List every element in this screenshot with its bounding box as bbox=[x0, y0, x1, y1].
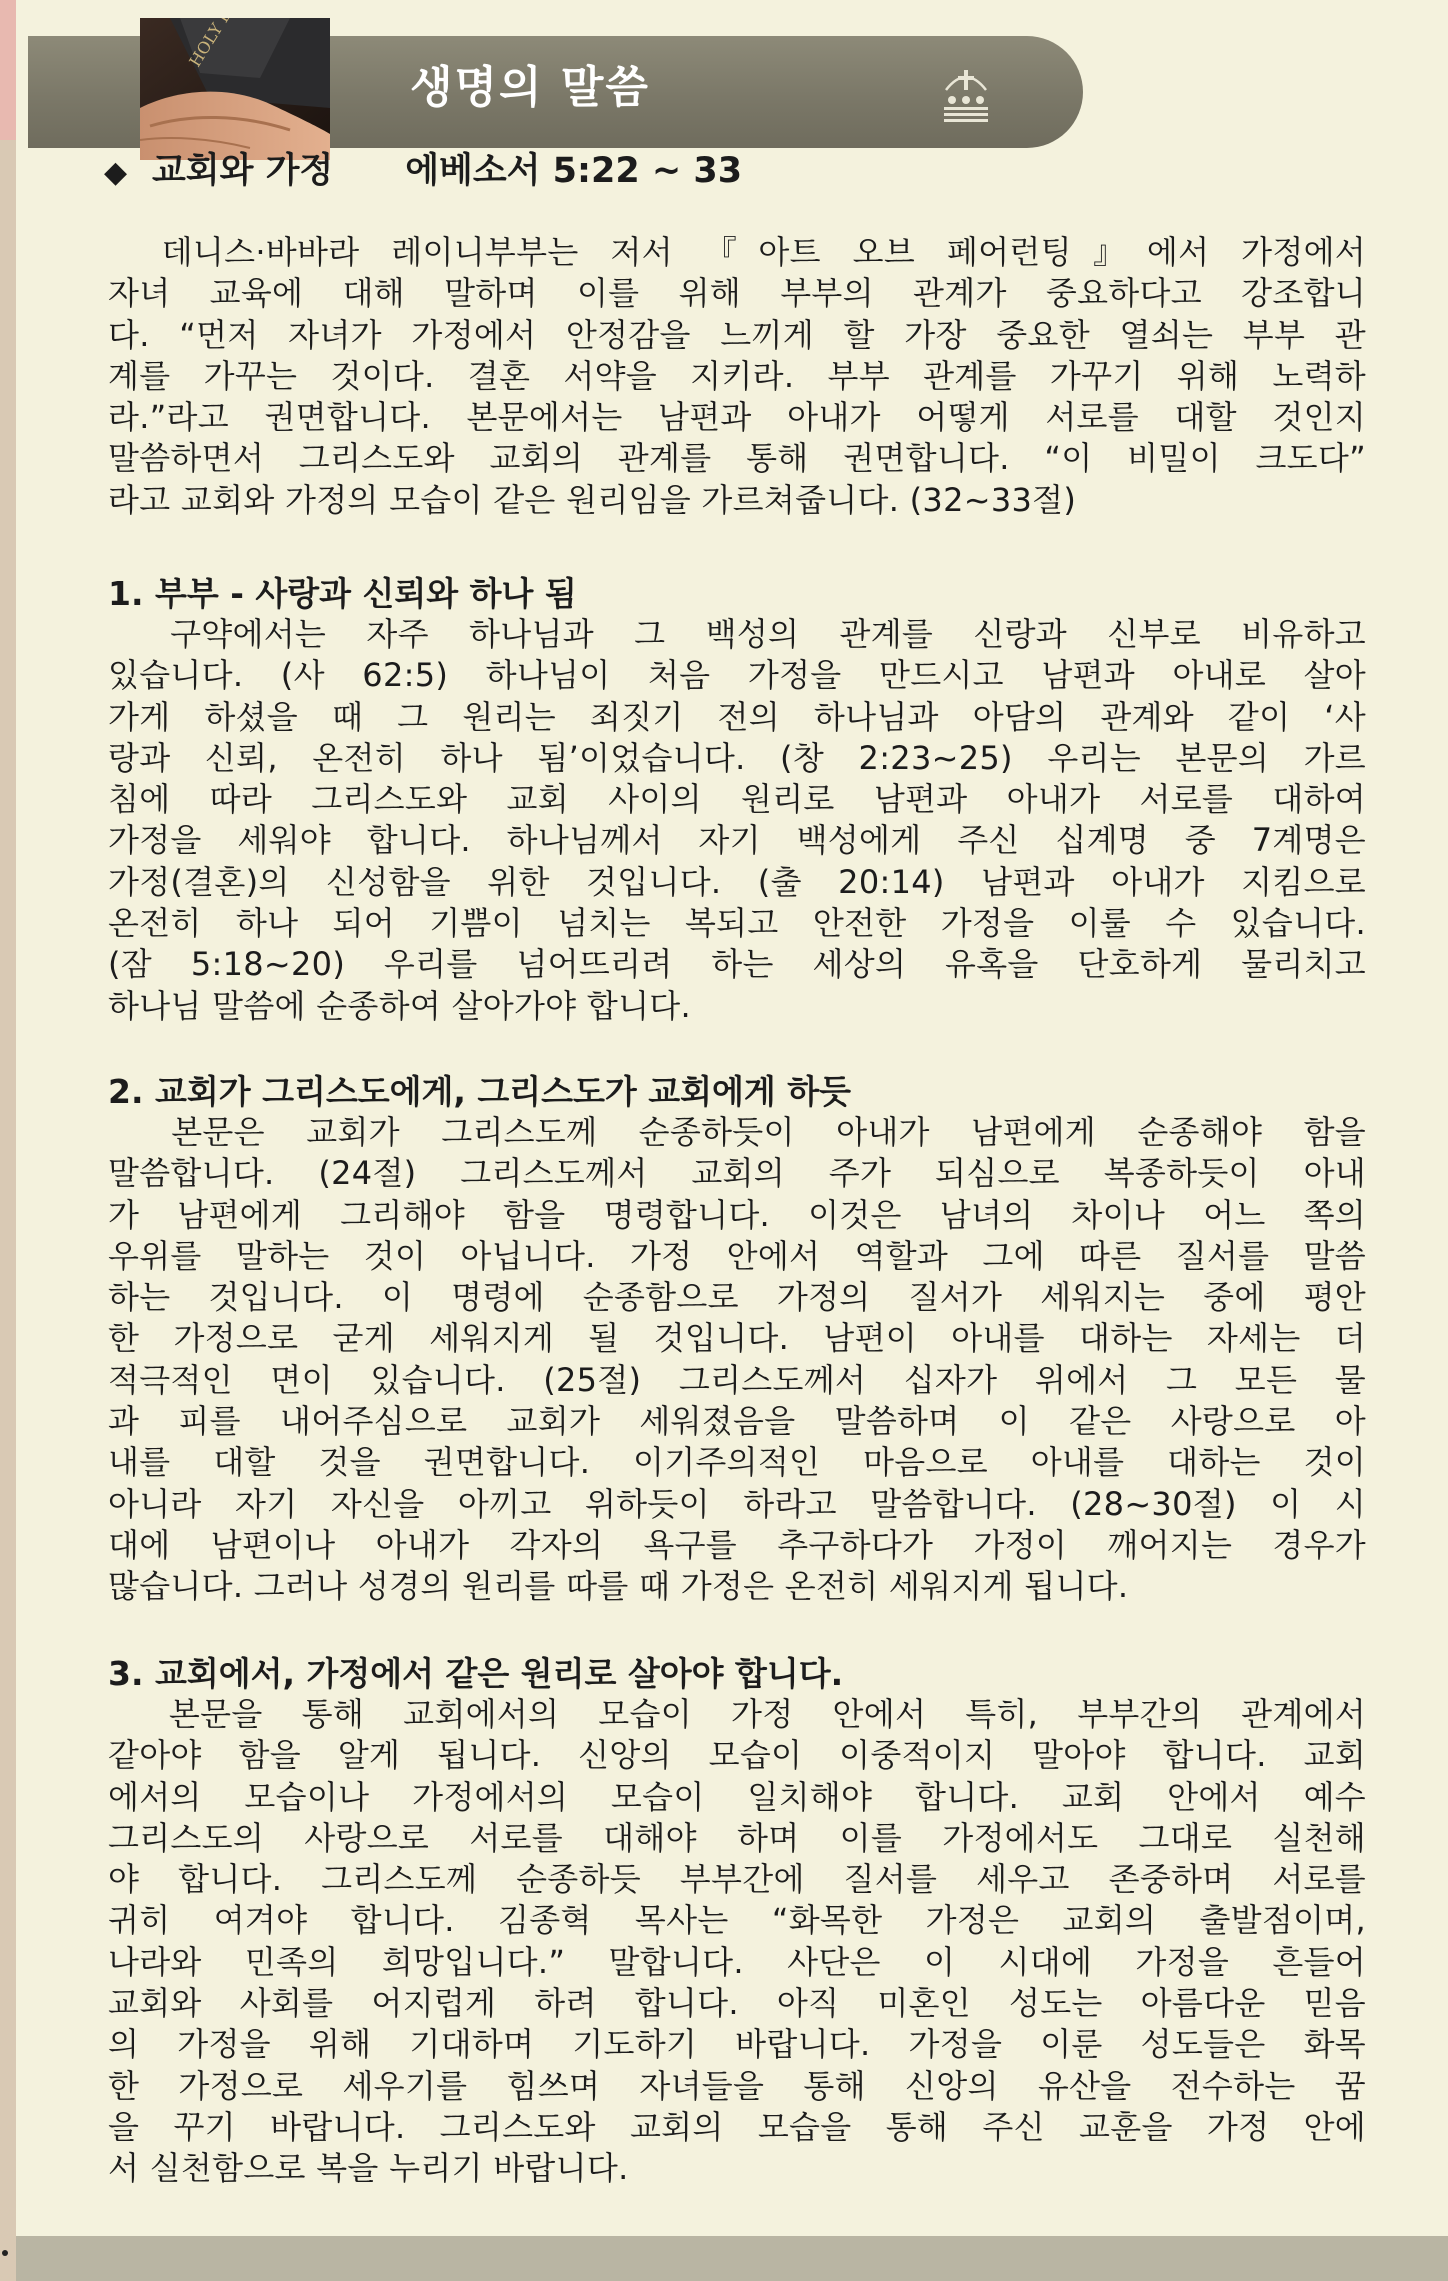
text-line: 을 꾸기 바랍니다. 그리스도와 교회의 모습을 통해 주신 교훈을 가정 안에 bbox=[108, 2107, 1366, 2146]
text-line: 침에 따라 그리스도와 교회 사이의 원리로 남편과 아내가 서로를 대하여 bbox=[108, 780, 1366, 819]
text-line: 과 피를 내어주심으로 교회가 세워졌음을 말씀하며 이 같은 사랑으로 아 bbox=[108, 1402, 1366, 1441]
section-title: 생명의 말씀 bbox=[410, 62, 650, 113]
text-line: 말씀합니다. (24절) 그리스도께서 교회의 주가 되심으로 복종하듯이 아내 bbox=[108, 1154, 1366, 1193]
text-line: 가게 하셨을 때 그 원리는 죄짓기 전의 하나님과 아담의 관계와 같이 ‘사 bbox=[108, 697, 1366, 736]
text-line: 교회와 사회를 어지럽게 하려 합니다. 아직 미혼인 성도는 아름다운 믿음 bbox=[108, 1984, 1366, 2023]
text-line: 하나님 말씀에 순종하여 살아가야 합니다. bbox=[108, 986, 691, 1025]
text-line: 대에 남편이나 아내가 각자의 욕구를 추구하다가 가정이 깨어지는 경우가 bbox=[108, 1525, 1366, 1564]
section-2-heading: 2. 교회가 그리스도에게, 그리스도가 교회에게 하듯 bbox=[108, 1072, 852, 1111]
text-line: 우위를 말하는 것이 아닙니다. 가정 안에서 역할과 그에 따른 질서를 말씀 bbox=[108, 1236, 1366, 1275]
text-line: 같아야 함을 알게 됩니다. 신앙의 모습이 이중적이지 말아야 합니다. 교회 bbox=[108, 1736, 1366, 1775]
text-line: 서 실천함으로 복을 누리기 바랍니다. bbox=[108, 2149, 629, 2188]
text-line: 에서의 모습이나 가정에서의 모습이 일치해야 합니다. 교회 안에서 예수 bbox=[108, 1777, 1366, 1816]
text-line: 적극적인 면이 있습니다. (25절) 그리스도께서 십자가 위에서 그 모든 물 bbox=[108, 1360, 1366, 1399]
text-line: 랑과 신뢰, 온전히 하나 됨’이었습니다. (창 2:23~25) 우리는 본문의 가르 bbox=[108, 738, 1366, 777]
text-line: 본문을 통해 교회에서의 모습이 가정 안에서 특히, 부부간의 관계에서 bbox=[108, 1695, 1366, 1733]
section-3-heading: 3. 교회에서, 가정에서 같은 원리로 살아야 합니다. bbox=[108, 1654, 844, 1693]
text-line: 가정을 세워야 합니다. 하나님께서 자기 백성에게 주신 십계명 중 7계명은 bbox=[108, 821, 1366, 860]
section-1-paragraph bbox=[108, 614, 1366, 1027]
text-line: 가정(결혼)의 신성함을 위한 것입니다. (출 20:14) 남편과 아내가 지킴으로 bbox=[108, 862, 1366, 901]
text-line: 말씀하면서 그리스도와 교회의 관계를 통해 권면합니다. “이 비밀이 크도다” bbox=[108, 439, 1366, 478]
text-line: 있습니다. (사 62:5) 하나님이 처음 가정을 만드시고 남편과 아내로 살아 bbox=[108, 656, 1366, 695]
text-line: 온전히 하나 되어 기쁨이 넘치는 복되고 안전한 가정을 이룰 수 있습니다. bbox=[108, 904, 1366, 943]
intro-paragraph bbox=[108, 232, 1366, 521]
passage-subtitle bbox=[104, 146, 742, 196]
text-line: 한 가정으로 굳게 세워지게 될 것입니다. 남편이 아내를 대하는 자세는 더 bbox=[108, 1319, 1366, 1358]
text-line: 하는 것입니다. 이 명령에 순종함으로 가정의 질서가 세워지는 중에 평안 bbox=[108, 1278, 1366, 1317]
text-line: 귀히 여겨야 합니다. 김종혁 목사는 “화목한 가정은 교회의 출발점이며, bbox=[108, 1901, 1366, 1940]
text-line: 야 합니다. 그리스도께 순종하듯 부부간에 질서를 세우고 존중하며 서로를 bbox=[108, 1860, 1366, 1899]
text-line: 아니라 자기 자신을 아끼고 위하듯이 하라고 말씀합니다. (28~30절) 이 시 bbox=[108, 1484, 1366, 1523]
text-line: 한 가정으로 세우기를 힘쓰며 자녀들을 통해 신앙의 유산을 전수하는 꿈 bbox=[108, 2066, 1366, 2105]
passage-reference: 에베소서 5:22 ~ 33 bbox=[405, 151, 743, 191]
page-left-edge-tab bbox=[0, 0, 16, 140]
text-line: 구약에서는 자주 하나님과 그 백성의 관계를 신랑과 신부로 비유하고 bbox=[108, 615, 1366, 653]
church-icon bbox=[938, 60, 994, 124]
text-line: 그리스도의 사랑으로 서로를 대해야 하며 이를 가정에서도 그대로 실천해 bbox=[108, 1818, 1366, 1857]
text-line: 내를 대할 것을 권면합니다. 이기주의적인 마음으로 아내를 대하는 것이 bbox=[108, 1443, 1366, 1482]
footer-dot bbox=[2, 2250, 8, 2256]
text-line: 라.”라고 권면합니다. 본문에서는 남편과 아내가 어떻게 서로를 대할 것인지 bbox=[108, 398, 1366, 437]
footer-bar bbox=[16, 2236, 1448, 2281]
text-line: 자녀 교육에 대해 말하며 이를 위해 부부의 관계가 중요하다고 강조합니 bbox=[108, 274, 1366, 313]
text-line: 데니스·바바라 레이니부부는 저서 『아트 오브 페어런팅』에서 가정에서 bbox=[108, 233, 1366, 271]
text-line: 계를 가꾸는 것이다. 결혼 서약을 지키라. 부부 관계를 가꾸기 위해 노력하 bbox=[108, 356, 1366, 395]
text-line: (잠 5:18~20) 우리를 넘어뜨리려 하는 세상의 유혹을 단호하게 물리치고 bbox=[108, 945, 1366, 984]
diamond-bullet-icon: ◆ bbox=[104, 155, 128, 190]
text-line: 의 가정을 위해 기대하며 기도하기 바랍니다. 가정을 이룬 성도들은 화목 bbox=[108, 2025, 1366, 2064]
bible-in-hand-photo bbox=[140, 18, 330, 160]
section-1-heading: 1. 부부 - 사랑과 신뢰와 하나 됨 bbox=[108, 574, 577, 613]
passage-topic: 교회와 가정 bbox=[152, 151, 334, 191]
text-line: 라고 교회와 가정의 모습이 같은 원리임을 가르쳐줍니다. (32~33절) bbox=[108, 480, 1077, 519]
section-2-paragraph bbox=[108, 1112, 1366, 1608]
text-line: 본문은 교회가 그리스도께 순종하듯이 아내가 남편에게 순종해야 함을 bbox=[108, 1113, 1366, 1151]
text-line: 가 남편에게 그리해야 함을 명령합니다. 이것은 남녀의 차이나 어느 쪽의 bbox=[108, 1195, 1366, 1234]
page-left-edge bbox=[0, 0, 16, 2281]
text-line: 나라와 민족의 희망입니다.” 말합니다. 사단은 이 시대에 가정을 흔들어 bbox=[108, 1942, 1366, 1981]
text-line: 다. “먼저 자녀가 가정에서 안정감을 느끼게 할 가장 중요한 열쇠는 부부 관 bbox=[108, 315, 1366, 354]
text-line: 많습니다. 그러나 성경의 원리를 따를 때 가정은 온전히 세워지게 됩니다. bbox=[108, 1567, 1129, 1606]
section-3-paragraph bbox=[108, 1694, 1366, 2190]
